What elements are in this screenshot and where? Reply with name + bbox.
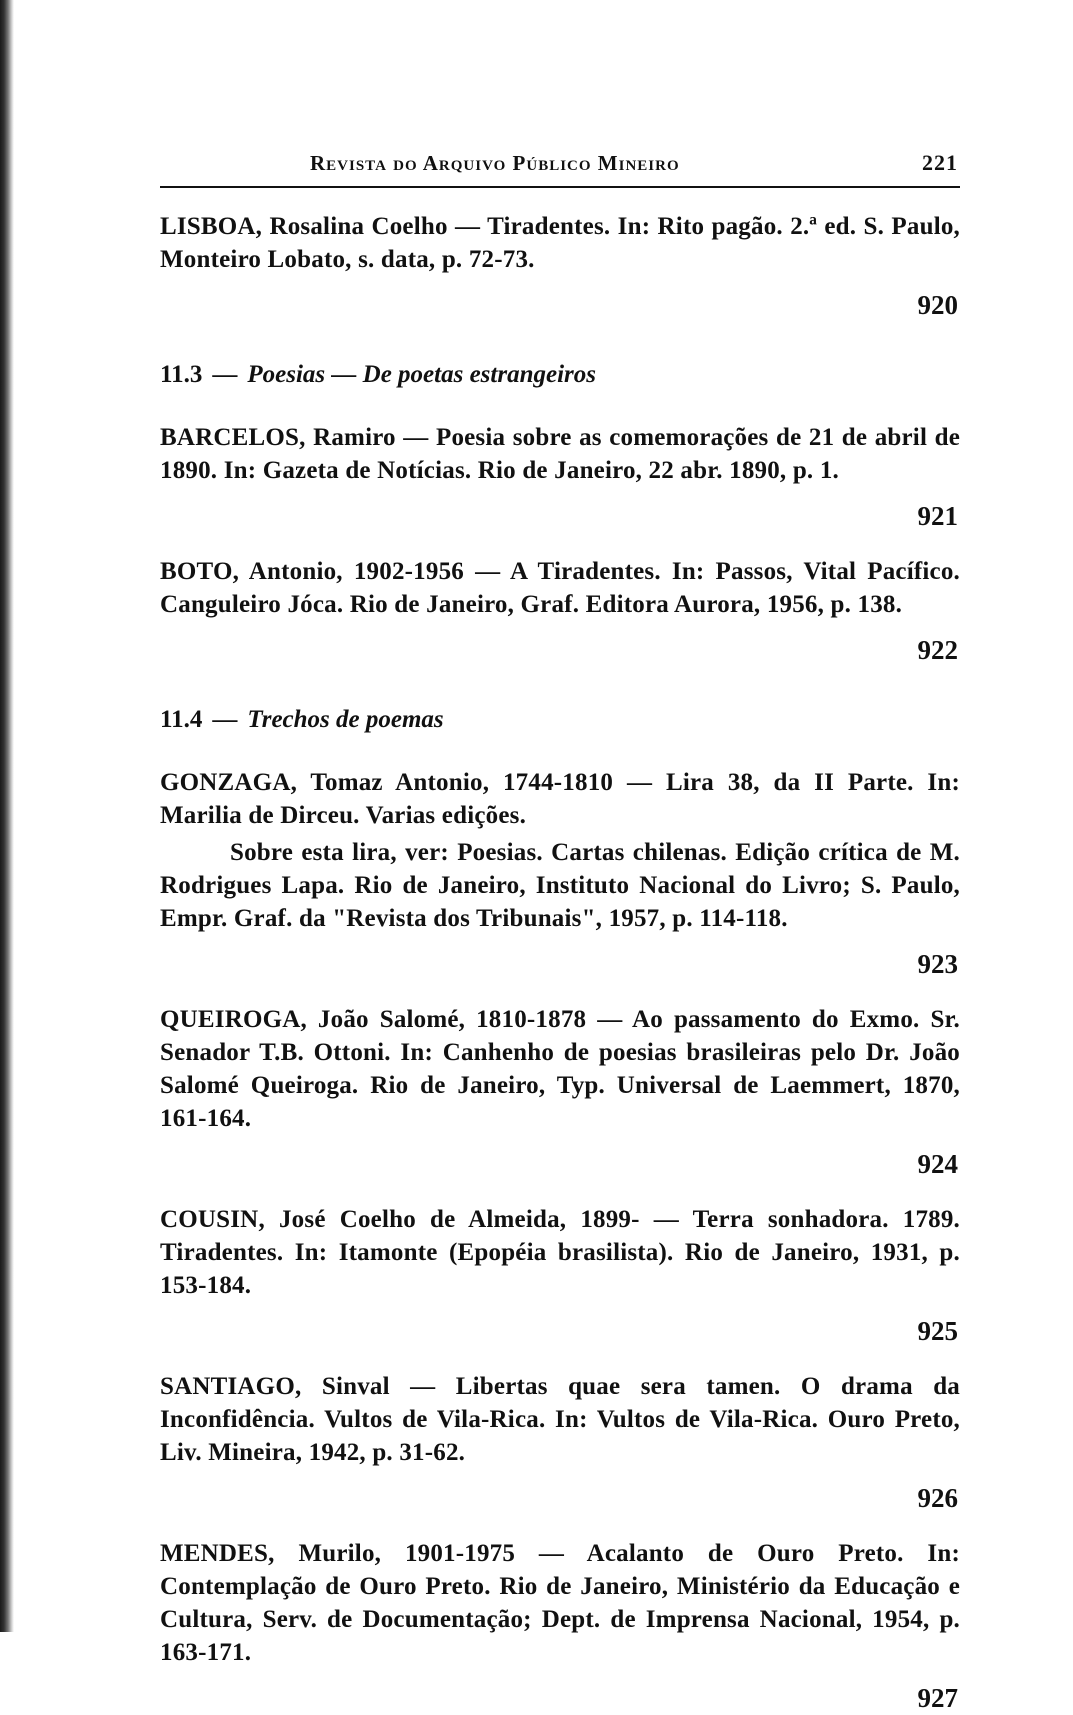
bibliography-entry	[160, 210, 960, 322]
entry-number: 927	[917, 1683, 958, 1713]
running-head	[160, 150, 960, 188]
section-code: 11.4	[160, 706, 203, 733]
entry-number: 925	[917, 1316, 958, 1346]
section-separator: —	[212, 361, 238, 388]
section-separator: —	[212, 706, 238, 733]
bibliography-entry	[160, 1537, 960, 1715]
journal-title: Revista do Arquivo Público Mineiro	[310, 151, 680, 175]
section-title: Poesias — De poetas estrangeiros	[247, 361, 596, 388]
entry-text: SANTIAGO, Sinval — Libertas quae sera tamen. O drama da Inconfidência. Vultos de Vila-Rica. In: Vultos de Vila-Rica. Ouro Preto, Liv. Mineira, 1942, p. 31-62.	[160, 1373, 960, 1466]
entry-note: Sobre esta lira, ver: Poesias. Cartas chilenas. Edição crítica de M. Rodrigues Lapa. Rio de Janeiro, Instituto Nacional do Livro; S. Paulo, Empr. Graf. da "Revista dos Tribunais", 1957, p. 114-118.	[160, 839, 960, 932]
entry-number: 921	[917, 501, 958, 531]
page-number: 221	[922, 150, 958, 175]
entry-number: 926	[917, 1483, 958, 1513]
entry-number: 923	[917, 949, 958, 979]
page-binding-edge	[0, 0, 14, 1632]
section-title: Trechos de poemas	[247, 706, 444, 733]
entry-text: QUEIROGA, João Salomé, 1810-1878 — Ao passamento do Exmo. Sr. Senador T.B. Ottoni. In: Canhenho de poesias brasileiras pelo Dr. João Salomé Queiroga. Rio de Janeiro, Typ. Universal de Laemmert, 1870, 161-164.	[160, 1006, 960, 1132]
entry-text: GONZAGA, Tomaz Antonio, 1744-1810 — Lira 38, da II Parte. In: Marilia de Dirceu. Varias edições.	[160, 769, 960, 829]
bibliography-entry	[160, 421, 960, 533]
entry-number: 920	[917, 290, 958, 320]
book-page	[160, 150, 960, 1715]
entry-text: MENDES, Murilo, 1901-1975 — Acalanto de Ouro Preto. In: Contemplação de Ouro Preto. Rio de Janeiro, Ministério da Educação e Cultura, Serv. de Documentação; Dept. de Imprensa Nacional, 1954, p. 163-171.	[160, 1540, 960, 1666]
bibliography-entry	[160, 1370, 960, 1515]
entry-text: BOTO, Antonio, 1902-1956 — A Tiradentes. In: Passos, Vital Pacífico. Canguleiro Jóca. Rio de Janeiro, Graf. Editora Aurora, 1956, p. 138.	[160, 558, 960, 618]
section-code: 11.3	[160, 361, 203, 388]
bibliography-entry	[160, 555, 960, 667]
entry-number: 924	[917, 1149, 958, 1179]
bibliography-entry	[160, 1203, 960, 1348]
bibliography-entry	[160, 766, 960, 981]
entry-text: COUSIN, José Coelho de Almeida, 1899- — Terra sonhadora. 1789. Tiradentes. In: Itamonte (Epopéia brasilista). Rio de Janeiro, 1931, p. 153-184.	[160, 1206, 960, 1299]
entry-text: BARCELOS, Ramiro — Poesia sobre as comemorações de 21 de abril de 1890. In: Gazeta de Notícias. Rio de Janeiro, 22 abr. 1890, p. 1.	[160, 424, 960, 484]
bibliography-entry	[160, 1003, 960, 1181]
section-heading	[160, 358, 960, 391]
section-heading	[160, 703, 960, 736]
entry-number: 922	[917, 635, 958, 665]
entry-text: LISBOA, Rosalina Coelho — Tiradentes. In: Rito pagão. 2.ª ed. S. Paulo, Monteiro Lobato, s. data, p. 72-73.	[160, 213, 960, 273]
